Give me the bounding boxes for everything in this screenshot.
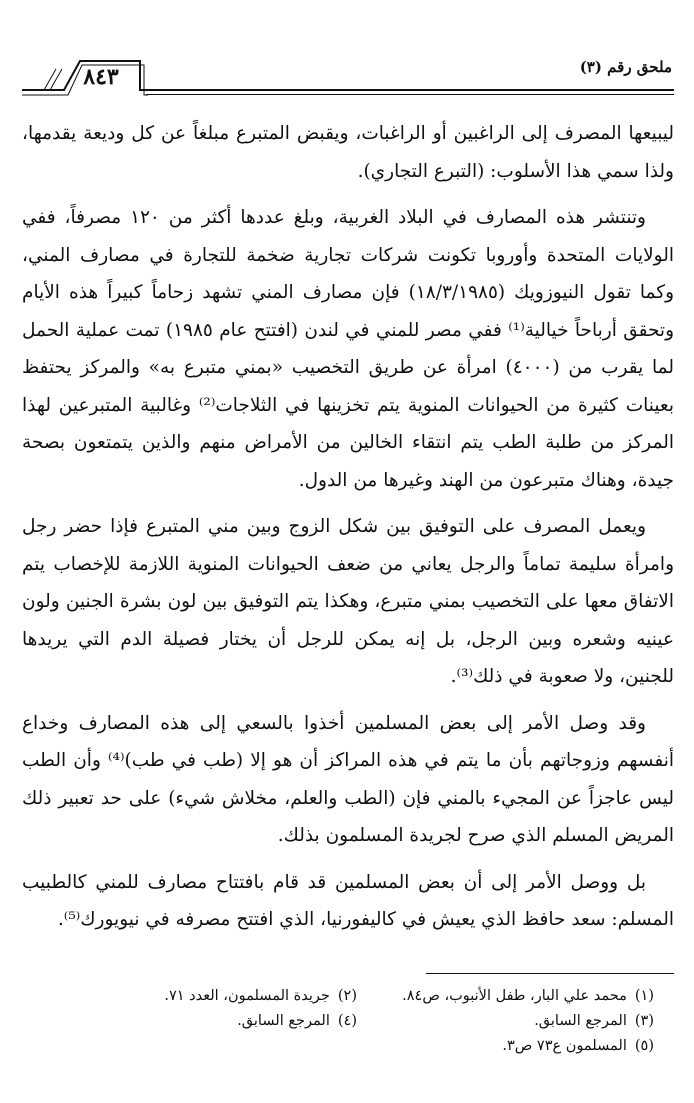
page-number-tab: [22, 59, 148, 97]
footnote-text: المسلمون ع٧٣ ص٣.: [502, 1038, 627, 1054]
paragraph: وقد وصل الأمر إلى بعض المسلمين أخذوا بالسعي إلى هذه المصارف وخداع أنفسهم وزوجاتهم بأن ما يتم في هذه المراكز أن هو إلا (طب في طب)⁽⁴⁾ وأن الطب ليس عاجزاً عن المجيء بالمني فإن (الطب والعلم، مخلاش شيء) على حد تعبير ذلك المريض المسلم الذي صرح لجريدة المسلمون بذلك.: [22, 712, 674, 846]
page-number: ٨٤٣: [83, 64, 119, 90]
footnote-2: [60, 984, 357, 1009]
footnote-number: (٤): [337, 1013, 357, 1029]
body-text: [22, 115, 674, 948]
footnote-row: [60, 1009, 654, 1034]
footnote-number: (٢): [337, 988, 357, 1004]
header-rule-thin: [146, 94, 674, 95]
footnote-number: (٣): [634, 1013, 654, 1029]
footnotes: [60, 984, 654, 1059]
footnote-1: [357, 984, 654, 1009]
footnote-row: [60, 984, 654, 1009]
footnote-row: [60, 1034, 654, 1059]
paragraph: ليبيعها المصرف إلى الراغبين أو الراغبات، ويقبض المتبرع مبلغاً عن كل وديعة يقدمها، ولذا سمي هذا الأسلوب: (التبرع التجاري).: [22, 123, 674, 182]
footnote-text: محمد علي البار، طفل الأنبوب، ص٨٤.: [402, 988, 627, 1004]
page-header: [22, 58, 674, 98]
footnote-number: (١): [634, 988, 654, 1004]
footnote-5: [357, 1034, 654, 1059]
paragraph: ويعمل المصرف على التوفيق بين شكل الزوج وبين مني المتبرع فإذا حضر رجل وامرأة سليمة تماماً والرجل يعاني من ضعف الحيوانات المنوية اللازمة للإخصاب يتم الاتفاق معها على التخصيب بمني متبرع، وهكذا يتم التوفيق بين لون بشرة الجنين ولون عينيه وشعره وبين الرجل، بل إنه يمكن للرجل أن يختار فصيلة الدم التي يريدها للجنين، ولا صعوبة في ذلك⁽³⁾.: [22, 516, 674, 687]
header-rule-thick: [146, 89, 674, 91]
footnote-4: [60, 1009, 357, 1034]
footnote-3: [357, 1009, 654, 1034]
paragraph: وتنتشر هذه المصارف في البلاد الغربية، وبلغ عددها أكثر من ١٢٠ مصرفاً، ففي الولايات المتحدة وأوروبا تكونت شركات تجارية ضخمة للتجارة في مصارف المني، وكما تقول النيوزويك (١٨/٣/١٩٨٥) فإن مصارف المني تشهد زحاماً كبيراً هذه الأيام وتحقق أرباحاً خيالية⁽¹⁾ ففي مصر للمني في لندن (افتتح عام ١٩٨٥) تمت عملية الحمل لما يقرب من (٤٠٠٠) امرأة عن طريق التخصيب «بمني متبرع به» والمركز يحتفظ بعينات كثيرة من الحيوانات المنوية يتم تخزينها في الثلاجات⁽²⁾ وغالبية المتبرعين لهذا المركز من طلبة الطب يتم انتقاء الخالين من الأمراض منهم والذين يتمتعون بصحة جيدة، وهناك متبرعون من الهند وغيرها من الدول.: [22, 207, 675, 491]
footnote-text: المرجع السابق.: [237, 1013, 330, 1029]
footnote-text: جريدة المسلمون، العدد ٧١.: [164, 988, 330, 1004]
footnote-number: (٥): [634, 1038, 654, 1054]
paragraph: بل ووصل الأمر إلى أن بعض المسلمين قد قام بافتتاح مصارف للمني كالطبيب المسلم: سعد حافظ الذي يعيش في كاليفورنيا، الذي افتتح مصرفه في نيويورك⁽⁵⁾.: [22, 871, 674, 930]
footnote-text: المرجع السابق.: [534, 1013, 627, 1029]
footnote-separator: [426, 973, 674, 974]
running-title: ملحق رقم (٣): [579, 58, 672, 76]
